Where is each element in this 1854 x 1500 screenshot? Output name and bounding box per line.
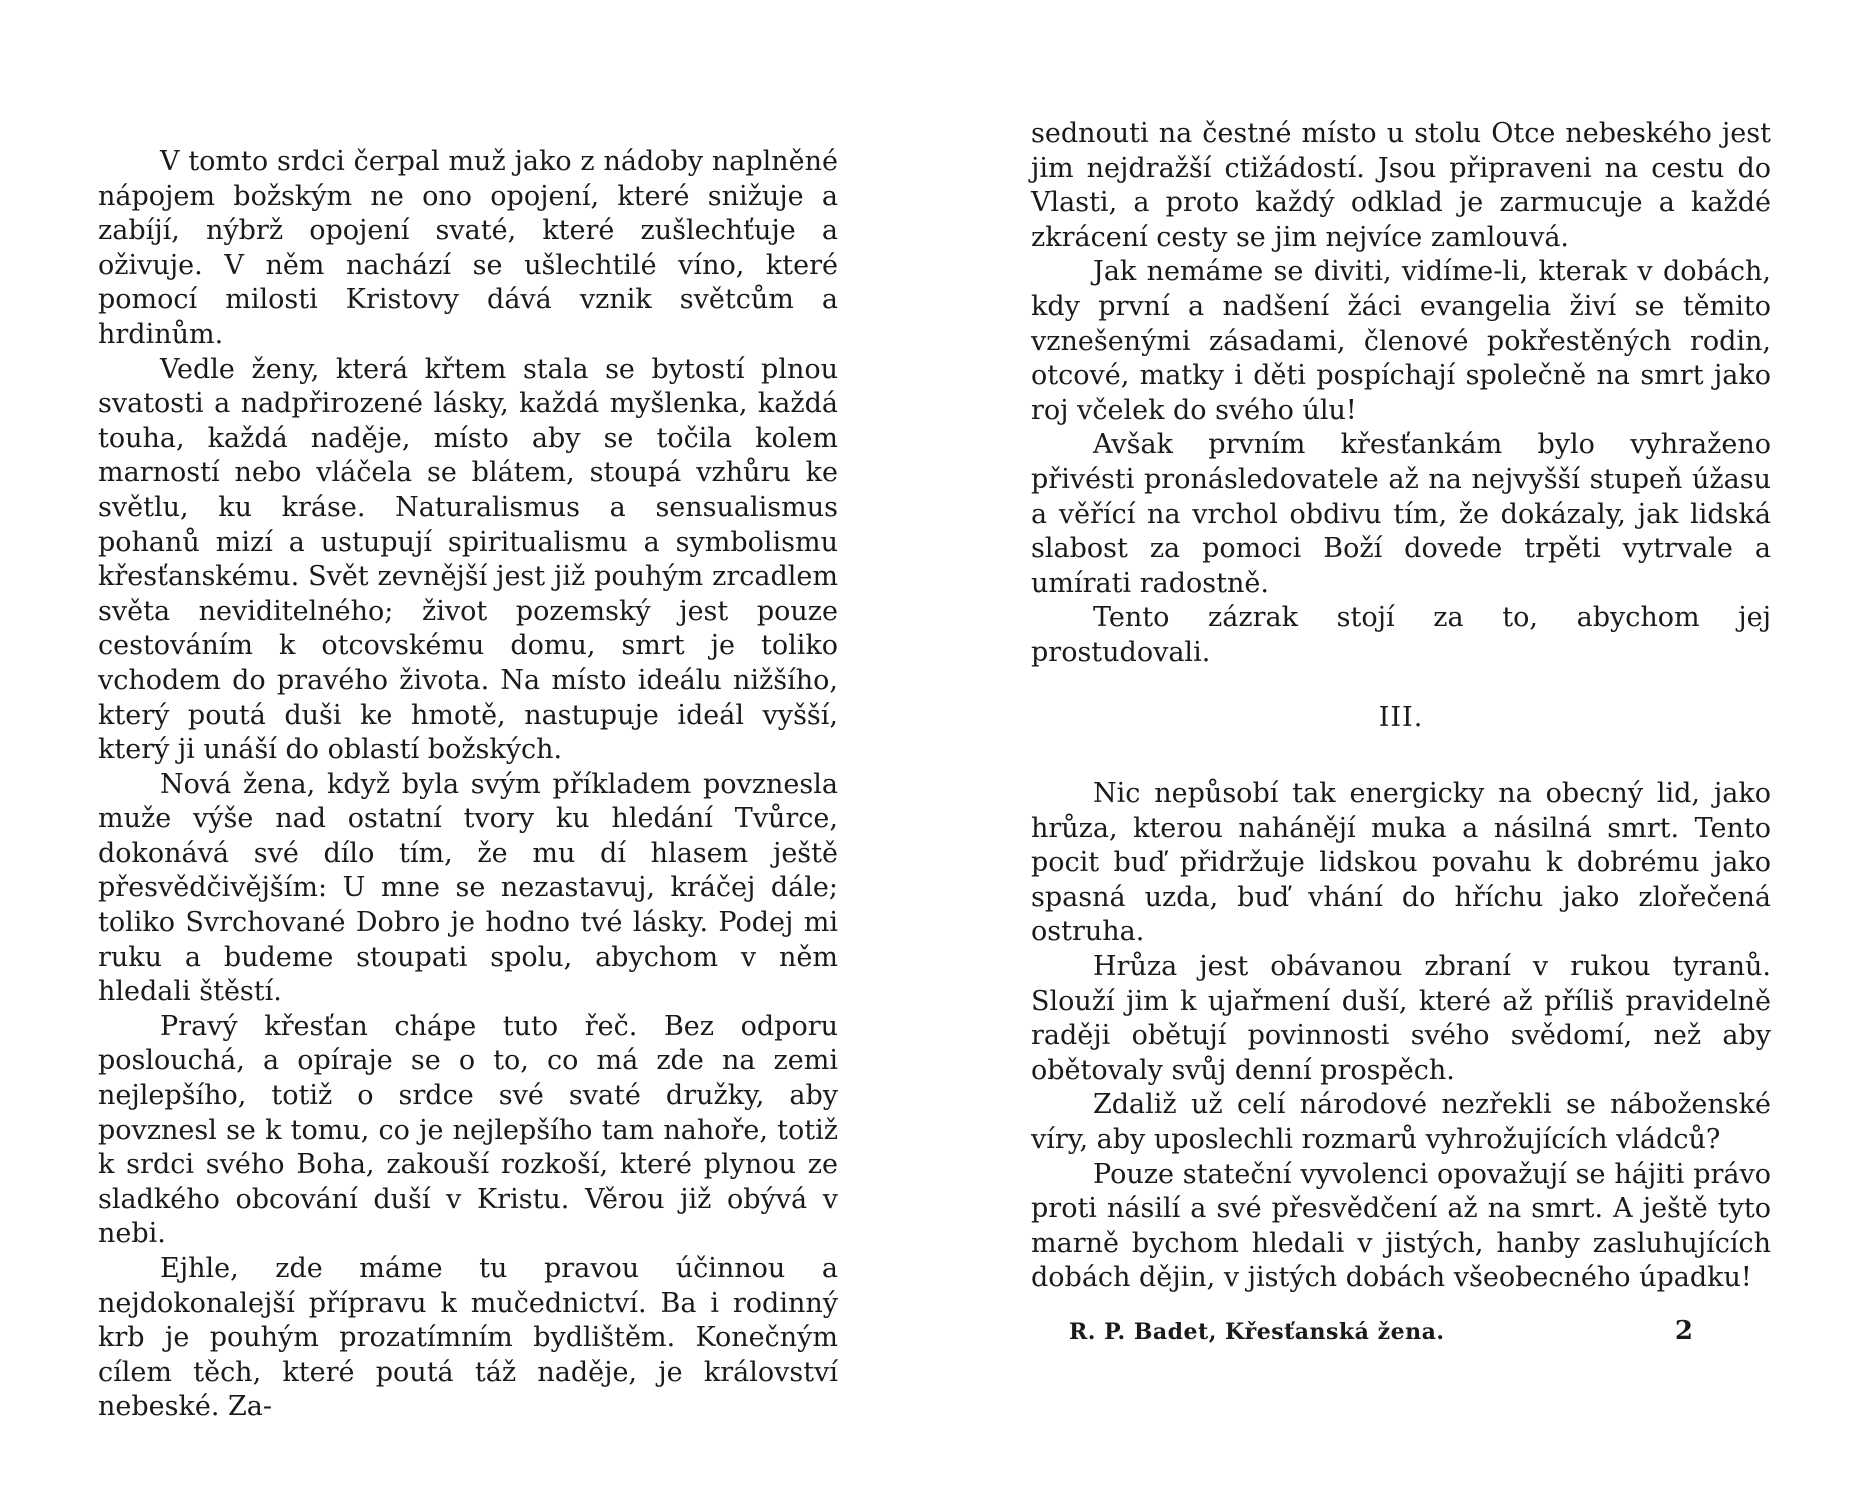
left-paragraph-3: Nová žena, když byla svým příkladem povznesla muže výše nad ostatní tvory ku hledání Tvůrce, dokonává své dílo tím, že mu dí hlasem ještě přesvědčivějším: U mne se nezastavuj, kráčej dále; toliko Svrchované Dobro je hodno tvé lásky. Podej mi ruku a budeme stoupati spolu, abychom v něm hledali štěstí. [98, 768, 838, 1008]
footer-signature-mark: 2 [1674, 1316, 1693, 1346]
footer-author-title: R. P. Badet, Křesťanská žena. [1069, 1319, 1445, 1345]
left-paragraph-4: Pravý křesťan chápe tuto řeč. Bez odporu poslouchá, a opíraje se o to, co má zde na zemi nejlepšího, totiž o srdce své svaté družky, aby povznesl se k tomu, co je nejlepšího tam nahoře, totiž k srdci svého Boha, zakouší rozkoší, které plynou ze sladkého obcování duší v Kristu. Věrou již obývá v nebi. [98, 1010, 838, 1250]
right-paragraph-3: Avšak prvním křesťankám bylo vyhraženo přivésti pronásledovatele až na nejvyšší stupeň úžasu a věřící na vrchol obdivu tím, že dokázaly, jak lidská slabost za pomoci Boží dovede trpěti vytrvale a umírati radostně. [1031, 429, 1771, 599]
right-paragraph-8: Pouze stateční vyvolenci opovažují se hájiti právo proti násilí a své přesvědčení až na smrt. A ještě tyto marně bychom hledali v jistých, hanby zasluhujících dobách dějin, v jistých dobách všeobecného úpadku! [1031, 1158, 1771, 1294]
right-paragraph-6: Hrůza jest obávanou zbraní v rukou tyranů. Slouží jim k ujařmení duší, které až příliš pravidelně raději obětují povinnosti svého svědomí, než aby obětovaly svůj denní prospěch. [1031, 951, 1771, 1086]
right-paragraph-continued: sednouti na čestné místo u stolu Otce nebeského jest jim nejdražší ctižádostí. Jsou připraveni na cestu do Vlasti, a proto každý odklad je zarmucuje a každé zkrácení cesty se jim nejvíce zamlouvá. [1031, 118, 1771, 253]
section-heading: III. [1378, 701, 1424, 733]
right-paragraph-5: Nic nepůsobí tak energicky na obecný lid, jako hrůza, kterou nahánějí muka a násilná smrt. Tento pocit buď přidržuje lidskou povahu k dobrému jako spasná uzda, buď vhání do hříchu jako zlořečená ostruha. [1031, 778, 1771, 948]
right-page [1031, 117, 1771, 1350]
left-paragraph-1: V tomto srdci čerpal muž jako z nádoby naplněné nápojem božským ne ono opojení, které snižuje a zabíjí, nýbrž opojení svaté, které zušlechťuje a oživuje. V něm nachází se ušlechtilé víno, které pomocí milosti Kristovy dává vznik světcům a hrdinům. [98, 146, 838, 350]
right-paragraph-7: Zdaliž už celí národové nezřekli se náboženské víry, aby uposlechli rozmarů vyhrožujících vládců? [1031, 1089, 1771, 1156]
left-paragraph-5: Ejhle, zde máme tu pravou účinnou a nejdokonalejší přípravu k mučednictví. Ba i rodinný krb je pouhým prozatímním bydlištěm. Konečným cílem těch, které poutá táž naděje, je království nebeské. Za- [98, 1253, 838, 1423]
left-paragraph-2: Vedle ženy, která křtem stala se bytostí plnou svatosti a nadpřirozené lásky, každá myšlenka, každá touha, každá naděje, místo aby se točila kolem marností nebo vláčela se blátem, stoupá vzhůru ke světlu, ku kráse. Naturalismus a sensualismus pohanů mizí a ustupují spiritualismu a symbolismu křesťanskému. Svět zevnější jest již pouhým zrcadlem světa neviditelného; život pozemský jest pouze cestováním k otcovskému domu, smrt je toliko vchodem do pravého života. Na místo ideálu nižšího, který poutá duši ke hmotě, nastupuje ideál vyšší, který ji unáší do oblastí božských. [98, 353, 838, 766]
right-paragraph-4: Tento zázrak stojí za to, abychom jej prostudovali. [1031, 602, 1771, 668]
page-footer [1031, 1314, 1771, 1350]
left-page [98, 145, 838, 1425]
right-paragraph-2: Jak nemáme se diviti, vidíme-li, kterak v dobách, kdy první a nadšení žáci evangelia živí se těmito vznešenými zásadami, členové pokřestěných rodin, otcové, matky i děti pospíchají společně na smrt jako roj včelek do svého úlu! [1031, 256, 1771, 426]
